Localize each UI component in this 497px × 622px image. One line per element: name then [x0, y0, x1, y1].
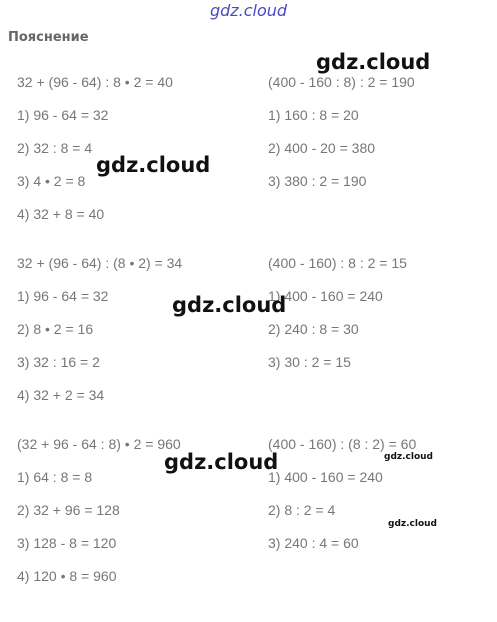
solution-step: 3) 30 : 2 = 15 [268, 354, 351, 370]
site-logo: gdz.cloud [209, 1, 288, 20]
section-title: Пояснение [8, 30, 89, 45]
solution-step: 3) 4 • 2 = 8 [17, 173, 86, 189]
solution-step: 2) 8 : 2 = 4 [268, 502, 336, 518]
solution-expression: (32 + 96 - 64 : 8) • 2 = 960 [17, 436, 181, 452]
solution-expression: (400 - 160) : (8 : 2) = 60 [268, 436, 417, 452]
watermark: gdz.cloud [96, 153, 211, 177]
watermark: gdz.cloud [388, 519, 437, 529]
solution-step: 1) 64 : 8 = 8 [17, 469, 93, 485]
solution-expression: (400 - 160) : 8 : 2 = 15 [268, 255, 407, 271]
solution-step: 2) 240 : 8 = 30 [268, 321, 359, 337]
watermark: gdz.cloud [172, 293, 287, 317]
solution-step: 4) 32 + 8 = 40 [17, 206, 105, 222]
solution-step: 1) 400 - 160 = 240 [268, 288, 383, 304]
solution-step: 3) 32 : 16 = 2 [17, 354, 100, 370]
watermark: gdz.cloud [384, 452, 433, 462]
solution-expression: (400 - 160 : 8) : 2 = 190 [268, 74, 415, 90]
solution-step: 2) 32 + 96 = 128 [17, 502, 120, 518]
solution-step: 1) 400 - 160 = 240 [268, 469, 383, 485]
solution-expression: 32 + (96 - 64) : 8 • 2 = 40 [17, 74, 173, 90]
solution-expression: 32 + (96 - 64) : (8 • 2) = 34 [17, 255, 183, 271]
solution-step: 3) 380 : 2 = 190 [268, 173, 367, 189]
solution-step: 3) 128 - 8 = 120 [17, 535, 117, 551]
watermark: gdz.cloud [164, 450, 279, 474]
solution-step: 3) 240 : 4 = 60 [268, 535, 359, 551]
watermark: gdz.cloud [316, 50, 431, 74]
solution-step: 4) 120 • 8 = 960 [17, 568, 117, 584]
solution-step: 2) 400 - 20 = 380 [268, 140, 376, 156]
solution-step: 2) 32 : 8 = 4 [17, 140, 93, 156]
solution-step: 1) 96 - 64 = 32 [17, 107, 109, 123]
solution-step: 4) 32 + 2 = 34 [17, 387, 105, 403]
solution-step: 2) 8 • 2 = 16 [17, 321, 94, 337]
solution-step: 1) 160 : 8 = 20 [268, 107, 359, 123]
solution-step: 1) 96 - 64 = 32 [17, 288, 109, 304]
